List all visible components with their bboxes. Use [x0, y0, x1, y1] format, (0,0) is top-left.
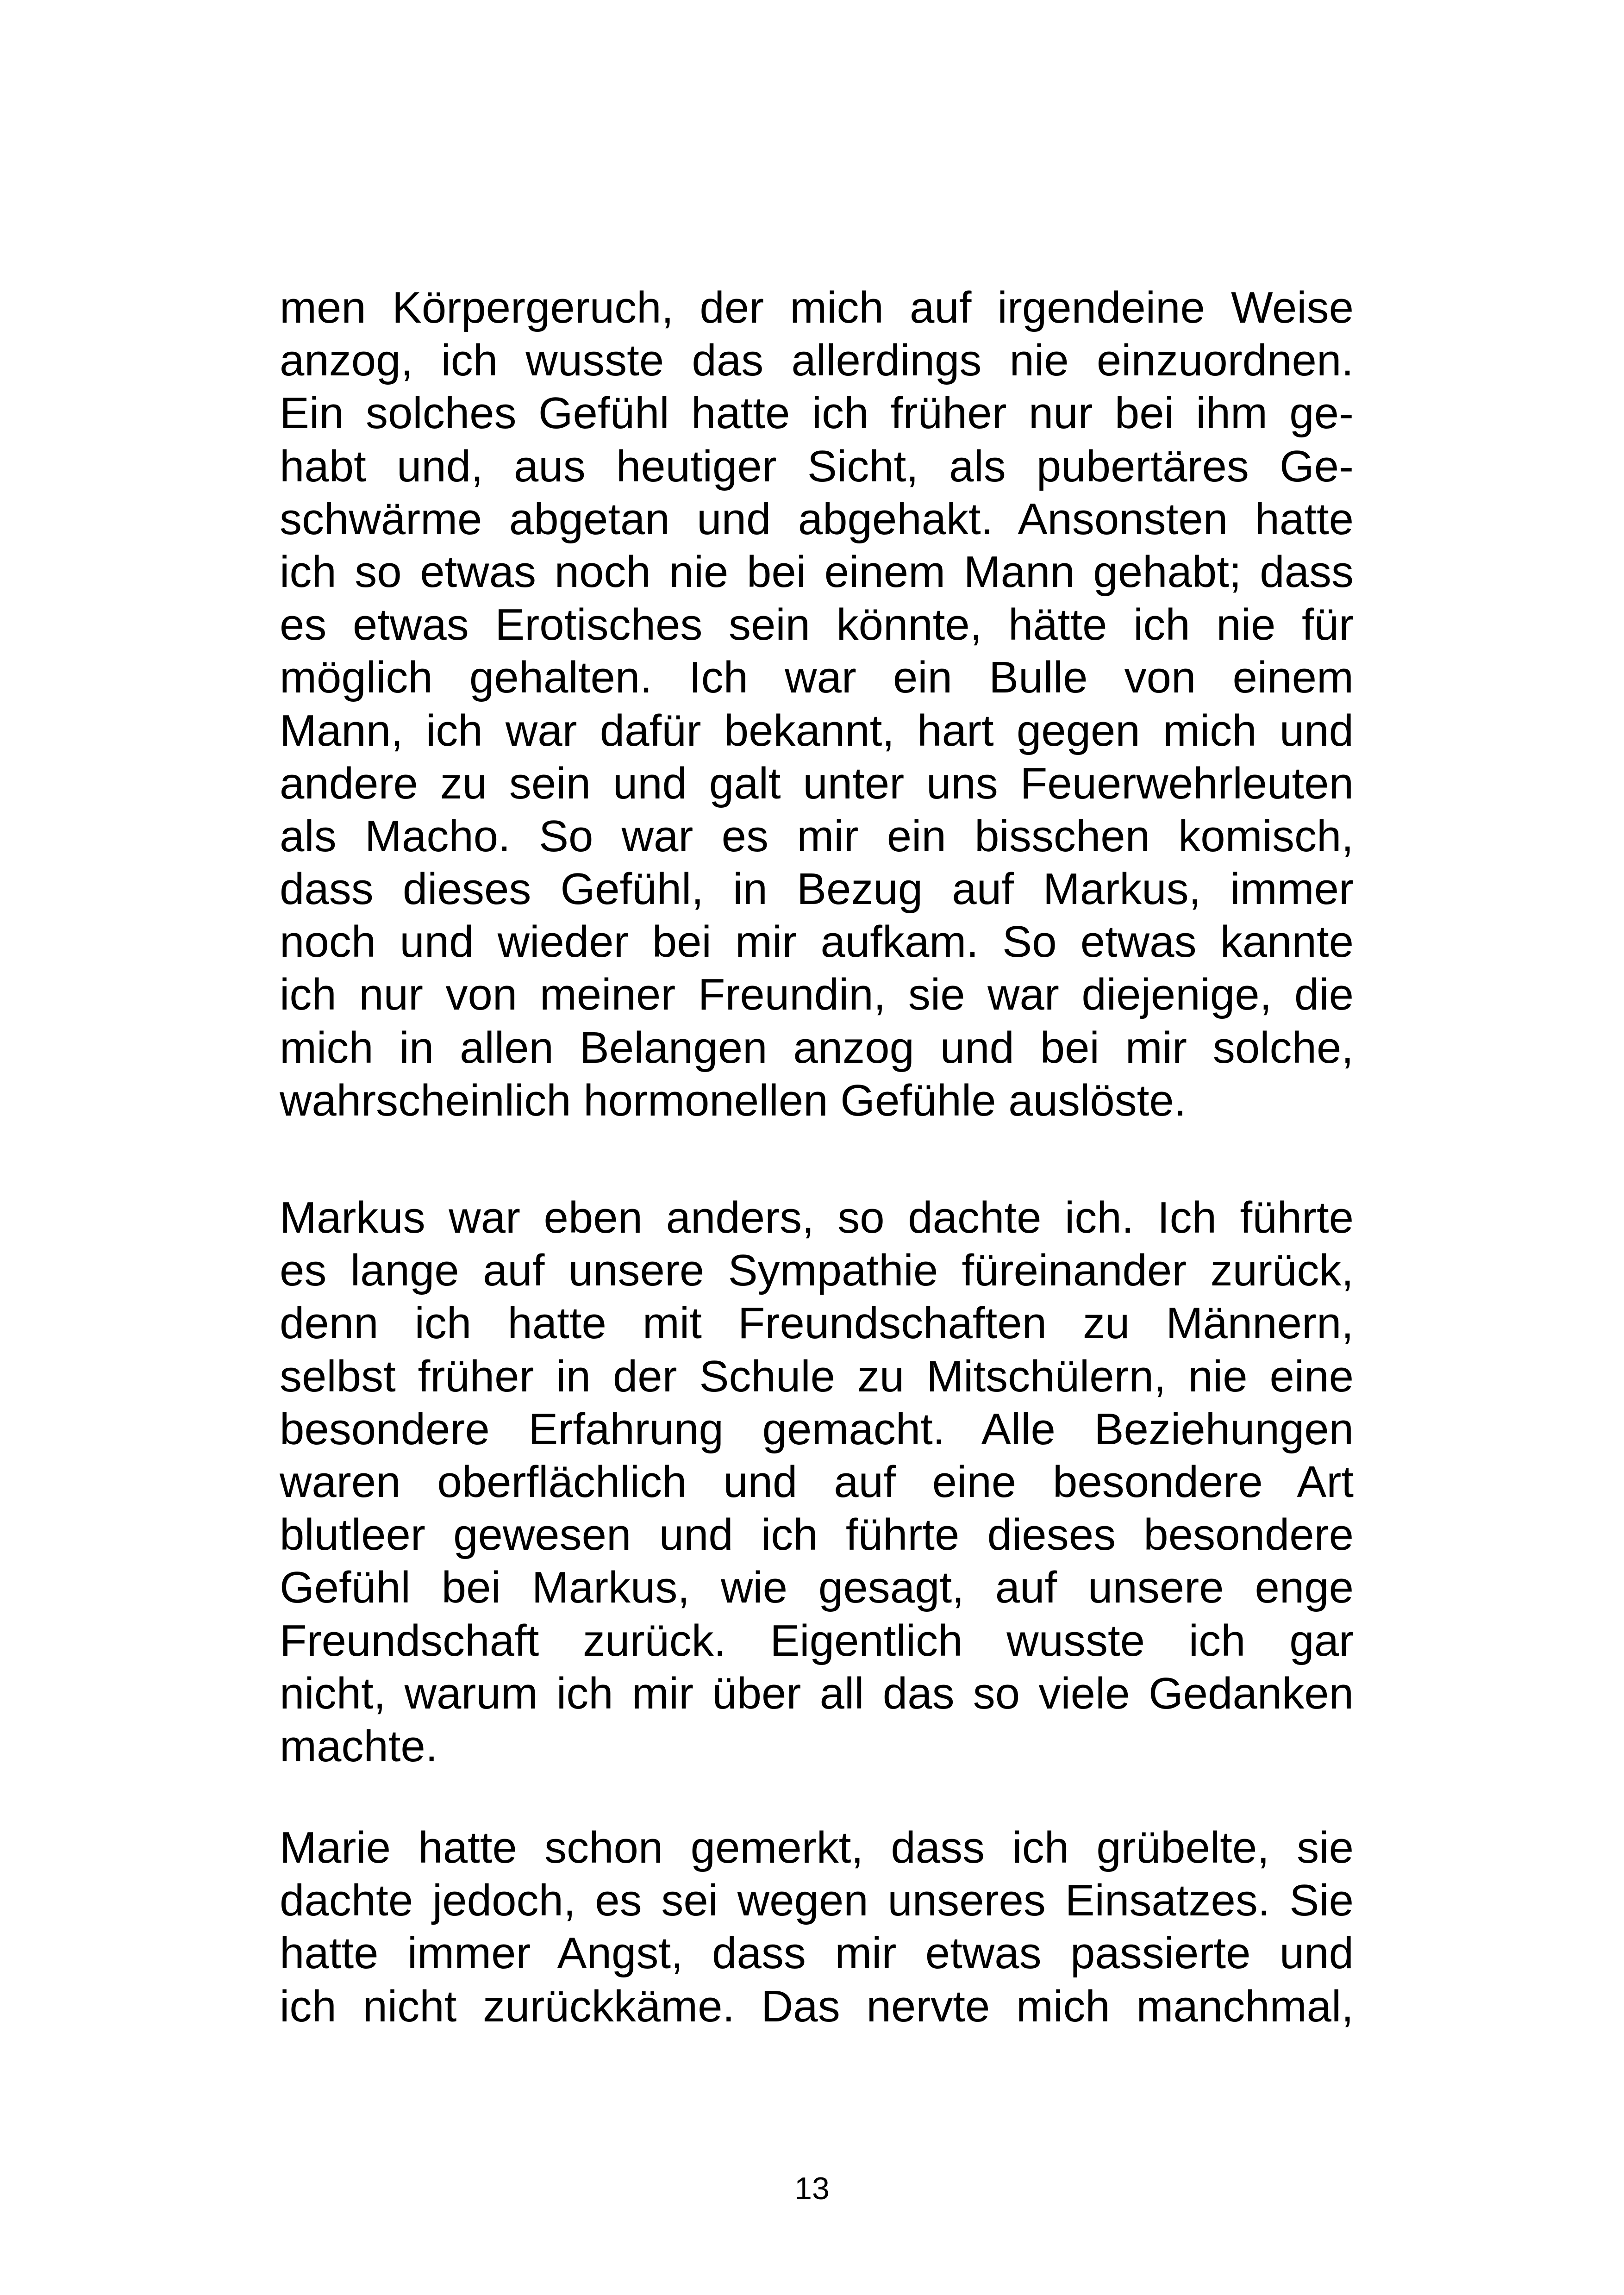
text-line: anzog, ich wusste das allerdings nie einzuordnen. — [280, 336, 1354, 386]
text-line: blutleer gewesen und ich führte dieses besondere — [280, 1510, 1354, 1560]
text-line: men Körpergeruch, der mich auf irgendeine Weise — [280, 283, 1354, 332]
text-line: schwärme abgetan und abgehakt. Ansonsten hatte — [280, 494, 1354, 544]
text-line: ich nur von meiner Freundin, sie war diejenige, die — [280, 970, 1354, 1020]
page-number: 13 — [794, 2171, 830, 2206]
text-line: nicht, warum ich mir über all das so viele Gedanken — [280, 1668, 1354, 1718]
text-line: besondere Erfahrung gemacht. Alle Beziehungen — [280, 1404, 1354, 1454]
text-line: als Macho. So war es mir ein bisschen komisch, — [280, 811, 1354, 861]
text-line: selbst früher in der Schule zu Mitschülern, nie eine — [280, 1351, 1354, 1401]
text-line: Freundschaft zurück. Eigentlich wusste ich gar — [280, 1615, 1354, 1665]
text-line: dachte jedoch, es sei wegen unseres Einsatzes. Sie — [280, 1876, 1354, 1926]
text-line: Ein solches Gefühl hatte ich früher nur bei ihm ge- — [280, 388, 1354, 438]
paragraph-2 — [280, 1191, 1354, 1773]
text-line: es lange auf unsere Sympathie füreinander zurück, — [280, 1246, 1354, 1296]
text-line: möglich gehalten. Ich war ein Bulle von einem — [280, 653, 1354, 703]
text-line: machte. — [280, 1721, 438, 1771]
text-line: noch und wieder bei mir aufkam. So etwas kannte — [280, 917, 1354, 967]
text-line: andere zu sein und galt unter uns Feuerwehrleuten — [280, 758, 1354, 808]
text-line: mich in allen Belangen anzog und bei mir solche, — [280, 1023, 1354, 1073]
text-line: Mann, ich war dafür bekannt, hart gegen mich und — [280, 705, 1354, 755]
text-line: waren oberflächlich und auf eine besondere Art — [280, 1457, 1354, 1507]
text-line: wahrscheinlich hormonellen Gefühle auslöste. — [280, 1075, 1187, 1125]
text-line: dass dieses Gefühl, in Bezug auf Markus, immer — [280, 864, 1354, 914]
text-line: habt und, aus heutiger Sicht, als pubertäres Ge- — [280, 441, 1354, 491]
text-line: ich so etwas noch nie bei einem Mann gehabt; dass — [280, 547, 1354, 597]
text-line: Markus war eben anders, so dachte ich. Ich führte — [280, 1193, 1354, 1242]
text-line: Marie hatte schon gemerkt, dass ich grübelte, sie — [280, 1823, 1354, 1872]
text-line: hatte immer Angst, dass mir etwas passierte und — [280, 1928, 1354, 1978]
text-line: es etwas Erotisches sein könnte, hätte ich nie für — [280, 600, 1354, 650]
paragraph-1 — [280, 281, 1354, 1127]
text-line: ich nicht zurückkäme. Das nervte mich manchmal, — [280, 1981, 1354, 2031]
paragraph-3 — [280, 1821, 1354, 2033]
text-line: denn ich hatte mit Freundschaften zu Männern, — [280, 1298, 1354, 1348]
text-line: Gefühl bei Markus, wie gesagt, auf unsere enge — [280, 1563, 1354, 1613]
